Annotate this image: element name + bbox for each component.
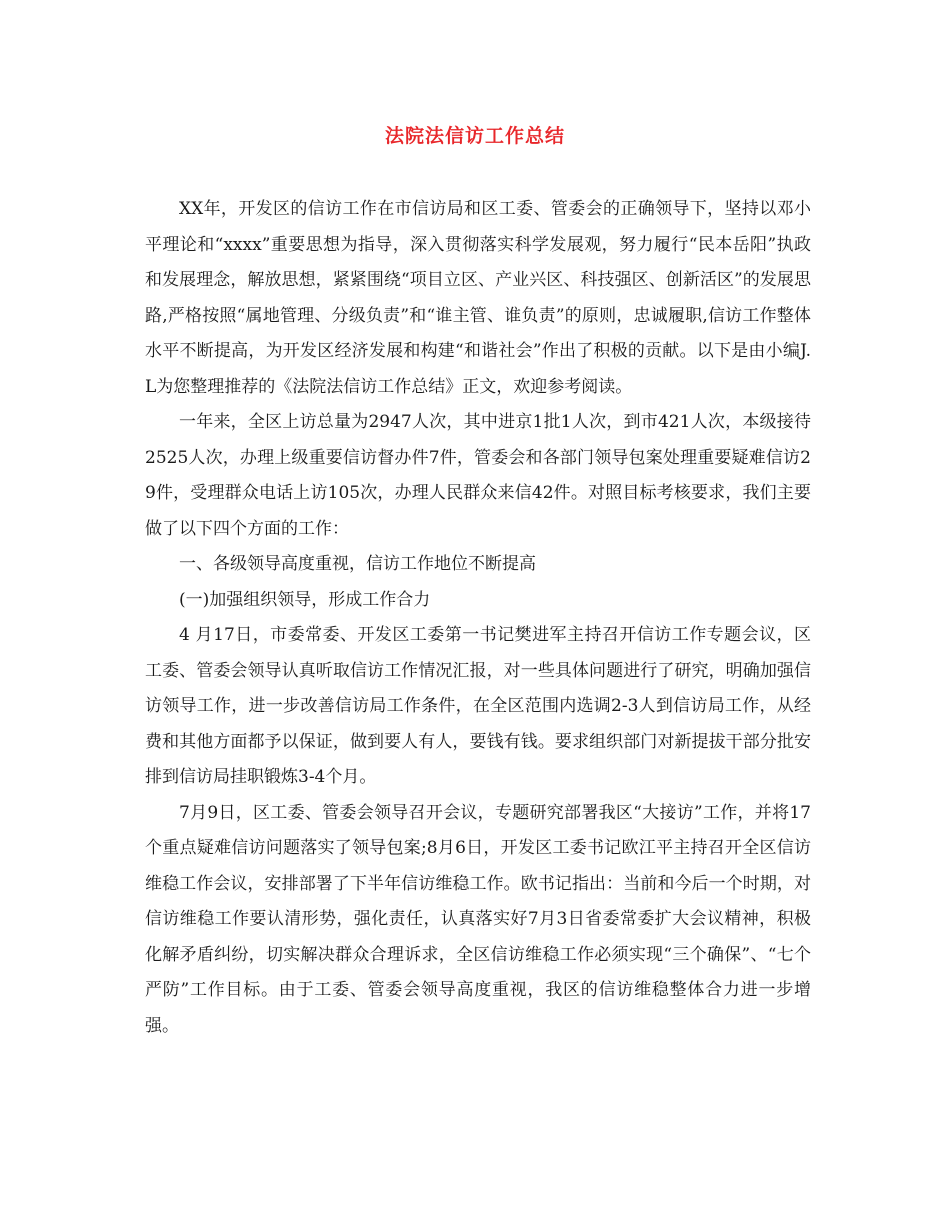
section-heading-1: 一、各级领导高度重视，信访工作地位不断提高 bbox=[179, 554, 536, 574]
subsection-heading-1: (一)加强组织领导，形成工作合力 bbox=[179, 589, 431, 610]
paragraph-intro: XX年，开发区的信访工作在市信访局和区工委、管委会的正确领导下，坚持以邓小平理论和“xxxx”重要思想为指导，深入贯彻落实科学发展观，努力履行“民本岳阳”执政和发展理念，解放思想，紧紧围绕“项目立区、产业兴区、科技强区、创新活区”的发展思路,严格按照“属地管理、分级负责”和“谁主管、谁负责”的原则，忠诚履职,信访工作整体水平不断提高，为开发区经济发展和构建“和谐社会”作出了积极的贡献。以下是由小编J.L为您整理推荐的《法院法信访工作总结》正文，欢迎参考阅读。 bbox=[145, 199, 811, 397]
document-body bbox=[145, 192, 811, 1044]
paragraph-statistics: 一年来，全区上访总量为2947人次，其中进京1批1人次，到市421人次，本级接待 2525人次，办理上级重要信访督办件7件，管委会和各部门领导包案处理重要疑难信访29件，受理群众电话上访105次，办理人民群众来信42件。对照目标考核要求，我们主要做了以下四个方面的工作： bbox=[145, 412, 811, 539]
paragraph-april-meeting: 4 月17日，市委常委、开发区工委第一书记樊进军主持召开信访工作专题会议，区工委、管委会领导认真听取信访工作情况汇报，对一些具体问题进行了研究，明确加强信访领导工作，进一步改善信访局工作条件，在全区范围内选调2-3人到信访局工作，从经费和其他方面都予以保证，做到要人有人，要钱有钱。要求组织部门对新提拔干部分批安排到信访局挂职锻炼3-4个月。 bbox=[145, 625, 811, 787]
paragraph-july-meeting: 7月9日，区工委、管委会领导召开会议，专题研究部署我区“大接访”工作，并将17个重点疑难信访问题落实了领导包案;8月6日，开发区工委书记欧江平主持召开全区信访维稳工作会议，安排部署了下半年信访维稳工作。欧书记指出：当前和今后一个时期，对信访维稳工作要认清形势，强化责任，认真落实好7月3日省委常委扩大会议精神，积极化解矛盾纠纷，切实解决群众合理诉求，全区信访维稳工作必须实现“三个确保”、“七个严防”工作目标。由于工委、管委会领导高度重视，我区的信访维稳整体合力进一步增强。 bbox=[145, 802, 811, 1036]
document-title: 法院法信访工作总结 bbox=[384, 125, 565, 147]
